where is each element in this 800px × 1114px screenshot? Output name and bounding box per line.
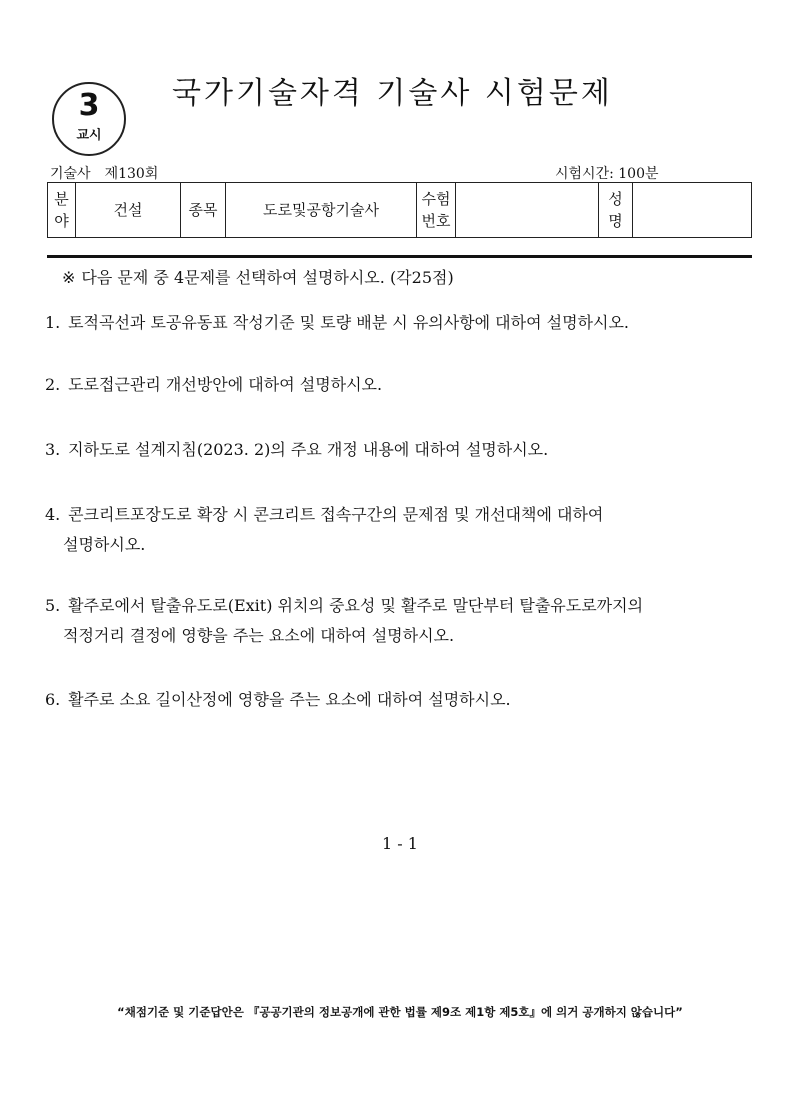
field-label-line-2: 야 — [54, 212, 69, 230]
question-1 — [45, 308, 629, 338]
name-label-line-1: 성 — [608, 190, 623, 208]
question-4 — [45, 500, 603, 560]
reference-mark-icon: ※ — [62, 268, 76, 287]
field-value: 건설 — [76, 183, 181, 238]
question-6 — [45, 685, 511, 715]
exam-number-label-line-1: 수험 — [421, 190, 451, 208]
exam-category-info — [50, 163, 158, 183]
field-label-cell — [48, 183, 76, 238]
question-text: 활주로에서 탈출유도로(Exit) 위치의 중요성 및 활주로 말단부터 탈출유도로까지의 — [68, 596, 644, 615]
type-value: 도로및공항기술사 — [226, 183, 417, 238]
question-text: 도로접근관리 개선방안에 대하여 설명하시오. — [68, 375, 383, 394]
question-number: 3. — [45, 440, 61, 459]
divider — [47, 255, 752, 258]
question-text: 토적곡선과 토공유동표 작성기준 및 토량 배분 시 유의사항에 대하여 설명하시오. — [68, 313, 630, 332]
question-number: 1. — [45, 313, 61, 332]
exam-round: 제130회 — [104, 166, 159, 182]
page-title: 국가기술자격 기술사 시험문제 — [172, 76, 613, 111]
question-text: 활주로 소요 길이산정에 영향을 주는 요소에 대하여 설명하시오. — [68, 690, 511, 709]
name-label-line-2: 명 — [608, 212, 623, 230]
name-label-cell — [599, 183, 633, 238]
exam-number-field[interactable] — [456, 183, 599, 238]
exam-number-label-line-2: 번호 — [421, 212, 451, 230]
question-text-continued: 적정거리 결정에 영향을 주는 요소에 대하여 설명하시오. — [63, 626, 455, 645]
question-number: 5. — [45, 596, 61, 615]
name-field[interactable] — [633, 183, 752, 238]
question-text-continued: 설명하시오. — [63, 535, 146, 554]
instruction — [62, 265, 454, 288]
question-5 — [45, 591, 643, 651]
page-number: 1 - 1 — [382, 834, 418, 853]
question-text: 지하도로 설계지침(2023. 2)의 주요 개정 내용에 대하여 설명하시오. — [68, 440, 549, 459]
instruction-text: 다음 문제 중 4문제를 선택하여 설명하시오. (각25점) — [81, 268, 454, 287]
question-2 — [45, 370, 382, 400]
question-text: 콘크리트포장도로 확장 시 콘크리트 접속구간의 문제점 및 개선대책에 대하여 — [68, 505, 604, 524]
question-3 — [45, 435, 548, 465]
exam-time: 시험시간: 100분 — [555, 166, 659, 182]
type-label: 종목 — [181, 183, 226, 238]
period-label: 교시 — [76, 128, 102, 143]
field-label-line-1: 분 — [54, 190, 69, 208]
period-badge — [52, 82, 126, 156]
exam-number-label-cell — [417, 183, 456, 238]
exam-category: 기술사 — [50, 166, 91, 182]
period-number: 3 — [78, 88, 100, 123]
question-number: 6. — [45, 690, 61, 709]
question-number: 4. — [45, 505, 61, 524]
footer-note: “채점기준 및 기준답안은 『공공기관의 정보공개에 관한 법률 제9조 제1항 제5호』에 의거 공개하지 않습니다” — [117, 1005, 683, 1019]
exam-info-table — [47, 182, 752, 238]
question-number: 2. — [45, 375, 61, 394]
